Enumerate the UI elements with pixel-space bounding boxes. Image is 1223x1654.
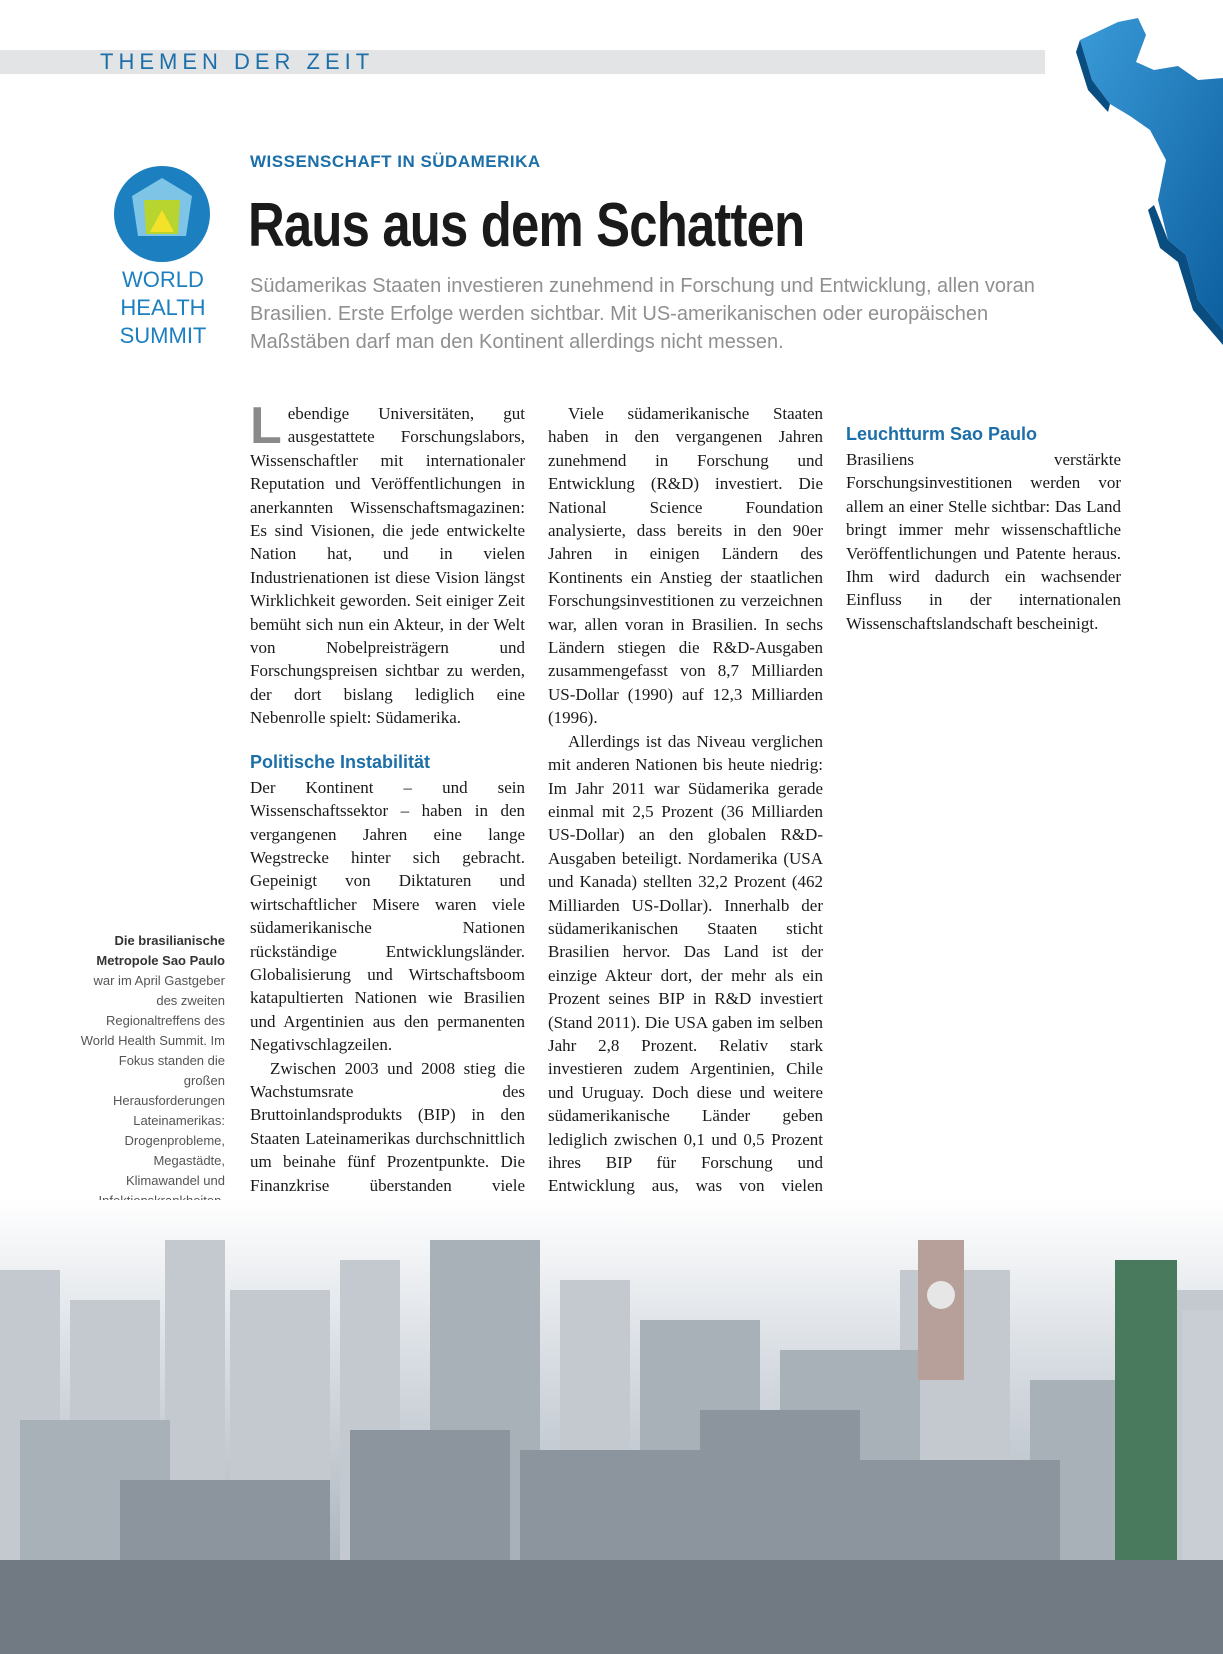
article-lead: Südamerikas Staaten investieren zunehmend in Forschung und Entwicklung, allen voran Brasilien. Erste Erfolge werden sichtbar. Mit US-amerikanischen oder europäischen Maßstäben darf man den Kontinent allerdings nicht messen. <box>250 275 1035 353</box>
article-headline: Raus aus dem Schatten <box>248 191 805 260</box>
logo-line-2: HEALTH <box>120 295 206 320</box>
sao-paulo-skyline-photo <box>0 1200 1223 1654</box>
logo-text <box>108 266 218 350</box>
subhead-leuchtturm-sao-paulo: Leuchtturm Sao Paulo <box>846 424 1038 444</box>
paragraph-6: Brasiliens verstärkte Forschungsinvestitionen werden vor allem an einer Stelle sichtbar: Das Land bringt immer mehr wissenschaftliche Veröffentlichungen und Patente heraus. Ihm wird dadurch ein wachsender Einfluss in der internationalen Wissenschaftslandschaft bescheinigt. <box>846 450 1121 633</box>
photo-caption <box>80 931 225 1211</box>
paragraph-5: Allerdings ist das Niveau verglichen mit anderen Nationen bis heute niedrig: Im Jahr 2011 war Südamerika gerade einmal mit 2,5 Prozent (36 Milliarden US-Dollar) an den globalen R&D-Ausgaben beteiligt. Nordamerika (USA und Kanada) stellten 32,2 Prozent (462 Milliarden US-Dollar). Innerhalb der südamerikanischen Staaten sticht Brasilien hervor. Das Land ist der einzige Akteur dort, der mehr als ein Prozent seines BIP in R&D investiert (Stand 2011). Die USA gaben im selben Jahr 2,8 Prozent. Relativ stark investieren zudem Argentinien, Chile und Uruguay. Doch diese und weitere südamerikanische Länder geben lediglich zwischen 0,1 und 0,5 Prozent ihres BIP für Forschung und Entwicklung aus, was von vielen <box>548 731 823 1196</box>
world-health-summit-logo <box>108 164 228 350</box>
logo-line-3: SUMMIT <box>119 323 207 348</box>
section-label: THEMEN DER ZEIT <box>100 49 375 74</box>
logo-line-1: WORLD <box>122 267 204 292</box>
subhead-politische-instabilitaet: Politische Instabilität <box>250 751 431 772</box>
south-america-map-graphic <box>1058 0 1223 400</box>
paragraph-1-text: ebendige Universitäten, gut ausgestattete Forschungslabors, Wissenschaftler mit internationaler Reputation und Veröffentlichungen in anerkannten Wissenschaftsmagazinen: Es sind Visionen, die jede entwickelte Nation hat, und in vielen Industrienationen ist diese Vision längst Wirklichkeit geworden. Seit einiger Zeit bemüht sich nun ein Akteur, in der Welt von Nobelpreisträgern und Forschungspreisen sichtbar zu werden, der dort bislang lediglich eine Nebenrolle spielt: Südamerika. <box>250 404 525 728</box>
paragraph-4: Viele südamerikanische Staaten haben in den vergangenen Jahren zunehmend in Forschung und Entwicklung (R&D) investiert. Die National Science Foundation analysierte, dass bereits in den 90er Jahren in einigen Ländern des Kontinents ein Anstieg der staatlichen Forschungsinvestitionen zu verzeichnen war, allen voran in Brasilien. In sechs Ländern stiegen die R&D-Ausgaben zusammengefasst von 8,7 Milliarden US-Dollar (1990) auf 12,3 Milliarden (1996). <box>548 404 823 728</box>
caption-text: war im April Gastgeber des zweiten Regionaltreffens des World Health Summit. Im Fokus standen die großen Herausforderungen Lateinamerikas: Drogenprobleme, Megastädte, Klimawandel und <box>80 973 225 1188</box>
article-column-3 <box>846 402 1121 635</box>
caption-bold: Die brasilianische Metropole Sao Paulo <box>96 933 225 968</box>
paragraph-3: Zwischen 2003 und 2008 stieg die Wachstumsrate des Bruttoinlandsprodukts (BIP) in den Staaten Lateinamerikas durchschnittlich um beinahe fünf Prozentpunkte. Die Finanzkrise überstanden viele <box>250 1058 525 1195</box>
paragraph-2: Der Kontinent – und sein Wissenschaftssektor – haben in den vergangenen Jahren eine lange Wegstrecke hinter sich gebracht. Gepeinigt von Diktaturen und wirtschaftlicher Misere waren viele südamerikanische Nationen rückständige Entwicklungsländer. Globalisierung und Wirtschaftsboom katapultierten Nationen wie Brasilien und Argentinien aus den permanenten Negativschlagzeilen. <box>250 777 525 1055</box>
article-kicker: WISSENSCHAFT IN SÜDAMERIKA <box>250 152 541 171</box>
logo-mark-icon <box>112 164 212 264</box>
drop-cap: L <box>250 397 282 455</box>
paragraph-1 <box>250 397 525 730</box>
